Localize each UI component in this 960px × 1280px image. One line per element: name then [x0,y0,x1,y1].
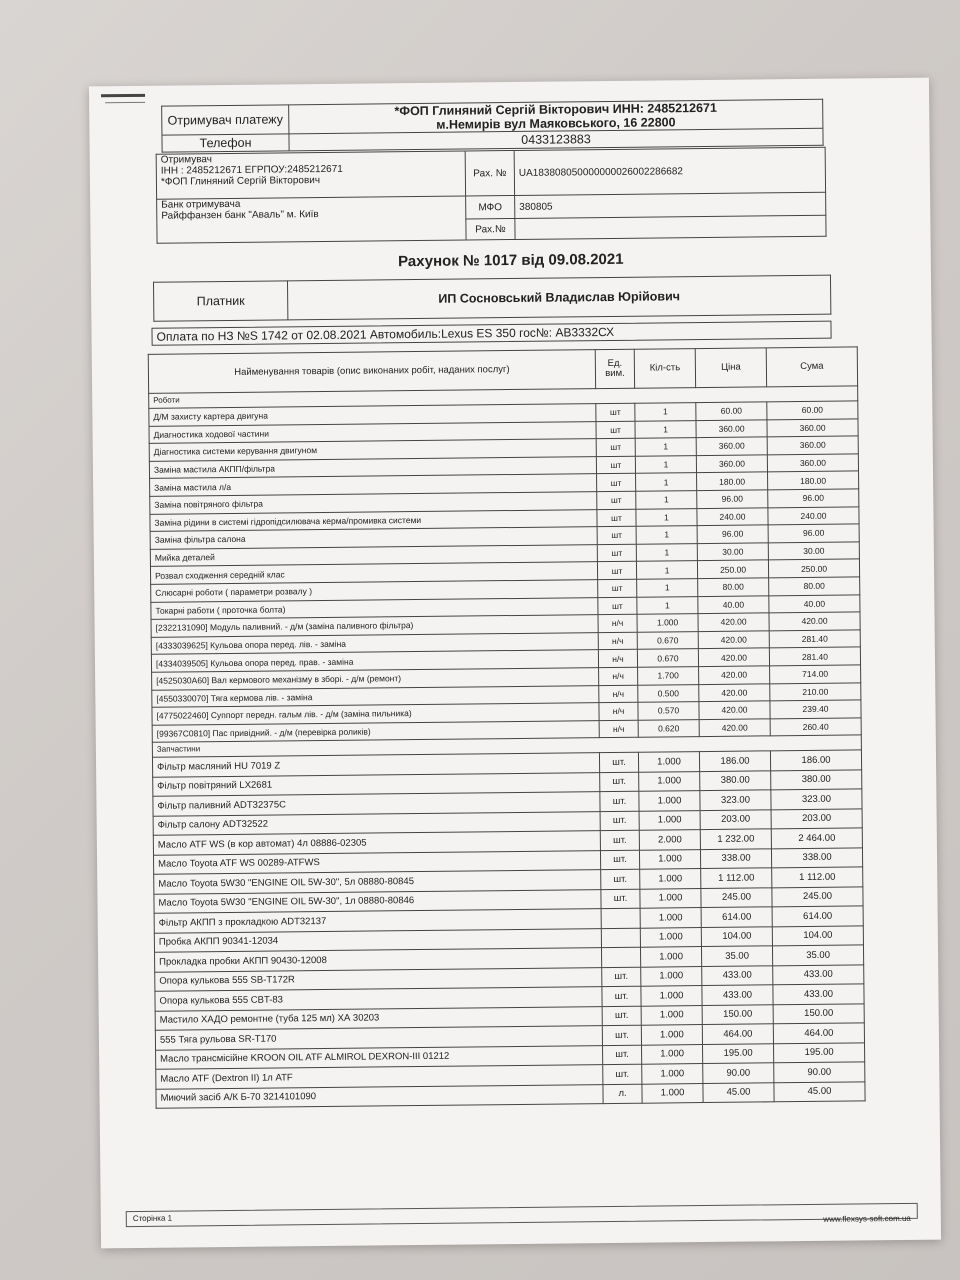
cell-sum: 45.00 [774,1082,865,1102]
cell-unit: шт. [602,986,641,1006]
cell-price: 614.00 [701,907,772,927]
cell-price: 203.00 [700,810,771,830]
cell-qty: 1.000 [640,908,701,928]
bank-recipient-ids: ІНН : 2485212671 ЕГРПОУ:2485212671 [160,163,343,177]
cell-price: 1 232.00 [700,829,771,849]
cell-name: Диагностика ходової частини [149,421,596,443]
cell-qty: 1 [635,455,696,473]
cell-qty: 1 [637,579,698,597]
cell-sum: 30.00 [768,542,859,561]
payer-label: Платник [153,281,287,321]
cell-name: Токарні работи ( проточка болта) [151,597,598,619]
cell-sum: 464.00 [773,1023,864,1043]
cell-name: [4334039505] Кульова опора перед. прав. - заміна [151,650,598,672]
cell-unit: шт [597,491,636,509]
cell-qty: 1.000 [642,1083,703,1103]
payer-table [153,275,831,322]
cell-name: 555 Тяга рульова SR-T170 [155,1026,602,1050]
cell-name: Масло ATF (Dextron II) 1л ATF [156,1065,603,1089]
cell-sum: 186.00 [770,750,861,770]
cell-sum: 60.00 [767,401,858,420]
cell-qty: 1.000 [639,810,700,830]
paper-fold-mark [101,94,145,97]
cell-price: 30.00 [697,543,768,561]
cell-sum: 180.00 [768,471,859,490]
cell-name: [99367C0810] Пас привідний. - д/м (перевірка роликів) [152,720,599,742]
cell-name: Заміна повітряного фільтра [150,492,597,514]
cell-qty: 1 [636,508,697,526]
cell-name: Мастило ХАДО ремонтне (туба 125 мл) ХА 30203 [155,1006,602,1030]
cell-qty: 1.000 [639,849,700,869]
cell-name: Фільтр масляний HU 7019 Z [152,753,599,777]
cell-name: Слюсарні роботи ( параметри розвалу ) [151,580,598,602]
cell-unit: шт. [600,772,639,792]
cell-price: 60.00 [696,402,767,420]
cell-price: 195.00 [703,1044,774,1064]
cell-qty: 0.670 [637,649,698,667]
cell-price: 360.00 [696,419,767,437]
cell-price: 360.00 [696,437,767,455]
mfo-value: 380805 [515,192,826,218]
cell-unit: шт [597,526,636,544]
cell-unit: н/ч [599,685,638,703]
cell-qty: 1.000 [641,1005,702,1025]
cell-sum: 2 464.00 [771,828,862,848]
recipient-header-table [161,99,823,153]
cell-name: Опора кулькова 555 SB-T172R [155,967,602,991]
cell-sum: 203.00 [771,809,862,829]
recipient-value-line1: *ФОП Глиняний Сергій Вікторович ИНН: 2485212671 [394,100,717,119]
cell-sum: 433.00 [773,965,864,985]
cell-unit: н/ч [599,667,638,685]
cell-sum: 96.00 [768,489,859,508]
cell-unit: шт. [601,869,640,889]
cell-unit: шт. [600,811,639,831]
cell-sum: 420.00 [769,612,860,631]
cell-price: 240.00 [697,507,768,525]
cell-sum: 40.00 [769,594,860,613]
cell-sum: 1 112.00 [772,867,863,887]
cell-qty: 1.000 [641,1025,702,1045]
cell-name: Масло трансмісійне KROON OIL ATF ALMIROL DEXRON-III 01212 [156,1045,603,1069]
section-label: Запчастини [152,735,861,757]
cell-name: Фільтр АКПП з прокладкою ADT32137 [154,909,601,933]
cell-sum: 360.00 [767,436,858,455]
cell-qty: 1.000 [641,986,702,1006]
bank-recipient-label: Отримувач [160,154,213,166]
items-body [148,347,865,1109]
cell-unit: шт [597,544,636,562]
cell-unit: шт [597,474,636,492]
paper-fold-mark-2 [105,102,145,103]
cell-qty: 0.620 [638,719,699,737]
cell-sum: 360.00 [767,454,858,473]
cell-unit: шт [597,562,636,580]
cell-sum: 380.00 [771,770,862,790]
cell-price: 104.00 [701,927,772,947]
cell-qty: 1.000 [642,1044,703,1064]
cell-price: 245.00 [701,888,772,908]
cell-price: 420.00 [698,613,769,631]
cell-sum: 250.00 [768,559,859,578]
header-sum: Сума [766,347,857,387]
account-value: UA183808050000000026002286682 [514,147,825,195]
cell-price: 250.00 [697,560,768,578]
cell-unit: шт. [600,791,639,811]
cell-qty: 0.570 [638,702,699,720]
cell-qty: 1 [637,596,698,614]
cell-name: [4525030A60] Вал кермового механізму в зборі. - д/м (ремонт) [152,668,599,690]
cell-sum: 338.00 [771,848,862,868]
cell-name: Масло Toyota 5W30 "ENGINE OIL 5W-30", 1л 08880-80846 [154,889,601,913]
cell-sum: 210.00 [770,682,861,701]
cell-name: Пробка АКПП 90341-12034 [154,928,601,952]
header-unit: Ед. вим. [595,349,634,388]
software-site: www.flexsys-soft.com.ua [823,1213,911,1224]
cell-qty: 1 [636,543,697,561]
cell-name: Фільтр салону ADT32522 [153,811,600,835]
bank-name-cell [157,196,466,243]
cell-unit: шт [598,579,637,597]
account2-label: Рах.№ [466,218,515,240]
bank-details-table [156,147,827,244]
page-number: Сторінка 1 [132,1213,173,1224]
cell-price: 420.00 [699,666,770,684]
bank-recipient-cell [156,151,465,199]
cell-sum: 433.00 [773,984,864,1004]
cell-price: 96.00 [697,490,768,508]
cell-name: Діагностика системи керування двигуном [149,439,596,461]
cell-price: 90.00 [703,1063,774,1083]
cell-name: Прокладка пробки АКПП 90430-12008 [155,948,602,972]
cell-sum: 714.00 [770,665,861,684]
cell-sum: 245.00 [772,887,863,907]
cell-unit: шт. [600,850,639,870]
cell-qty: 0.670 [637,631,698,649]
recipient-value-line2: м.Немирів вул Маяковського, 16 22800 [436,115,676,132]
cell-unit: н/ч [599,702,638,720]
cell-price: 80.00 [698,578,769,596]
cell-unit: шт [598,597,637,615]
bank-label: Банк отримувача [161,198,241,211]
cell-price: 420.00 [699,719,770,737]
cell-unit: шт [596,438,635,456]
cell-price: 420.00 [698,631,769,649]
cell-unit: шт [596,456,635,474]
cell-sum: 150.00 [773,1004,864,1024]
cell-name: [4333039625] Кульова опора перед. лів. - заміна [151,632,598,654]
cell-qty: 1.700 [638,666,699,684]
cell-name: [4550330070] Тяга кермова лів. - заміна [152,685,599,707]
cell-unit: шт [596,421,635,439]
cell-unit: шт. [602,1025,641,1045]
cell-sum: 281.40 [769,630,860,649]
cell-price: 323.00 [700,790,771,810]
cell-name: Масло Toyota 5W30 "ENGINE OIL 5W-30", 5л 08880-80845 [154,870,601,894]
cell-sum: 96.00 [768,524,859,543]
cell-qty: 1 [635,420,696,438]
cell-qty: 1.000 [641,966,702,986]
phone-value: 0433123883 [289,128,823,151]
cell-name: Мийка деталей [150,544,597,566]
cell-name: [4775022460] Суппорт передн. гальм лів. - д/м (заміна пильника) [152,703,599,725]
cell-name: Заміна рідини в системі гідропідсилювача керма/промивка системи [150,509,597,531]
mfo-label: МФО [466,195,515,219]
cell-unit: л. [603,1084,642,1104]
cell-sum: 281.40 [769,647,860,666]
cell-qty: 1.000 [637,614,698,632]
cell-name: Масло Toyota ATF WS 00289-ATFWS [153,850,600,874]
cell-price: 96.00 [697,525,768,543]
cell-price: 1 112.00 [701,868,772,888]
cell-qty: 1 [635,403,696,421]
invoice-title: Рахунок № 1017 від 09.08.2021 [397,250,624,271]
cell-sum: 104.00 [772,926,863,946]
cell-qty: 1.000 [640,869,701,889]
cell-name: Заміна мастила АКПП/фільтра [149,456,596,478]
phone-label: Телефон [162,134,289,152]
header-qty: Кіл-сть [634,349,695,389]
cell-qty: 1 [636,526,697,544]
cell-unit: шт. [601,889,640,909]
cell-name: Розвал сходження середній клас [150,562,597,584]
cell-unit: шт [596,403,635,421]
cell-qty: 1 [635,438,696,456]
cell-unit: н/ч [598,650,637,668]
cell-sum: 260.40 [770,718,861,737]
cell-price: 420.00 [699,683,770,701]
cell-qty: 1.000 [640,947,701,967]
cell-sum: 614.00 [772,906,863,926]
cell-qty: 1 [636,491,697,509]
section-label: Роботи [149,386,858,408]
cell-sum: 90.00 [774,1062,865,1082]
cell-qty: 1.000 [639,791,700,811]
header-price: Ціна [695,348,766,388]
cell-name: Д/М захисту картера двигуна [149,404,596,426]
cell-sum: 323.00 [771,789,862,809]
cell-sum: 195.00 [773,1043,864,1063]
payer-name: ИП Сосновський Владислав Юрійович [287,275,830,320]
cell-price: 360.00 [696,455,767,473]
cell-qty: 1.000 [640,927,701,947]
cell-price: 464.00 [702,1024,773,1044]
cell-unit: н/ч [598,632,637,650]
cell-name: Фільтр паливний ADT32375C [153,792,600,816]
cell-sum: 240.00 [768,506,859,525]
bank-name: Райффанзен банк "Аваль" м. Київ [161,209,319,222]
cell-price: 338.00 [700,849,771,869]
cell-name: Заміна мастила л/а [150,474,597,496]
cell-unit: шт. [602,1006,641,1026]
cell-name: Масло ATF WS (в кор автомат) 4л 08886-02305 [153,831,600,855]
cell-unit: шт [597,509,636,527]
cell-price: 186.00 [699,751,770,771]
account2-value [515,215,826,239]
cell-name: [2322131090] Модуль паливний. - д/м (заміна паливного фільтра) [151,615,598,637]
cell-name: Опора кулькова 555 CBT-83 [155,987,602,1011]
cell-name: Миючий засіб А/К Б-70 3214101090 [156,1084,603,1108]
cell-qty: 0.500 [638,684,699,702]
cell-unit: шт. [602,967,641,987]
cell-unit [601,947,640,967]
cell-unit [601,908,640,928]
cell-price: 180.00 [697,472,768,490]
cell-qty: 1.000 [639,771,700,791]
cell-qty: 1 [636,561,697,579]
cell-unit: н/ч [599,720,638,738]
cell-unit: шт. [603,1064,642,1084]
payment-line: Оплата по НЗ №S 1742 от 02.08.2021 Автомобиль:Lexus ES 350 гос№: АВ3332СХ [151,321,831,346]
cell-price: 420.00 [698,648,769,666]
cell-sum: 360.00 [767,418,858,437]
cell-price: 150.00 [702,1005,773,1025]
invoice-sheet [89,78,941,1249]
cell-price: 420.00 [699,701,770,719]
recipient-label: Отримувач платежу [162,105,289,135]
cell-unit: н/ч [598,614,637,632]
cell-price: 433.00 [702,985,773,1005]
cell-qty: 1.000 [642,1064,703,1084]
page-footer [126,1203,918,1227]
cell-qty: 1.000 [640,888,701,908]
cell-price: 40.00 [698,595,769,613]
cell-name: Заміна фільтра салона [150,527,597,549]
cell-unit: шт. [599,752,638,772]
bank-recipient-name: *ФОП Глиняний Сергій Вікторович [160,175,321,188]
items-table [148,346,866,1109]
account-label: Рах. № [465,150,514,196]
cell-price: 433.00 [702,966,773,986]
cell-price: 380.00 [700,771,771,791]
cell-unit [601,928,640,948]
cell-qty: 1 [636,473,697,491]
cell-sum: 239.40 [770,700,861,719]
cell-qty: 2.000 [639,830,700,850]
cell-unit: шт. [600,830,639,850]
cell-price: 45.00 [703,1083,774,1103]
cell-sum: 35.00 [772,945,863,965]
header-name: Найменування товарів (опис виконаних робіт, наданих послуг) [148,350,595,394]
cell-name: Фільтр повітряний LX2681 [153,772,600,796]
cell-price: 35.00 [701,946,772,966]
cell-qty: 1.000 [638,752,699,772]
cell-sum: 80.00 [769,577,860,596]
cell-unit: шт. [603,1045,642,1065]
